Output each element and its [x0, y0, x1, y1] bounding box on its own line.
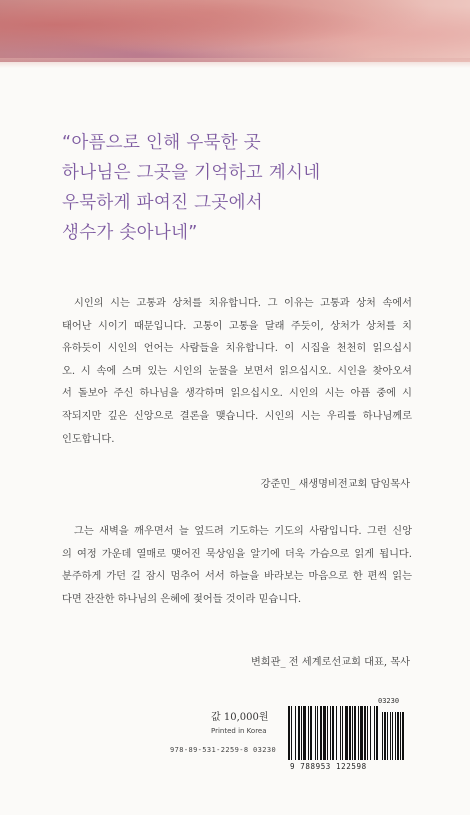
paragraph-line: 시인의 시는 고통과 상처를 치유합니다. 그 이유는 고통과 상처 속에서 [74, 298, 412, 309]
endorsement-signature-2: 변희관_ 전 세계로선교회 대표, 목사 [250, 657, 410, 668]
isbn-barcode [286, 702, 410, 768]
endorsement-paragraph-1 [62, 293, 412, 451]
quote-line: “아픔으로 인해 우묵한 곳 [62, 133, 262, 153]
paragraph-line: 작되지만 깊은 신앙으로 결론을 맺습니다. 시인의 시는 우리를 하나님께로 [62, 410, 412, 422]
pull-quote [62, 128, 422, 248]
paragraph-line: 의 여정 가운데 열매로 맺어진 묵상임을 알기에 더욱 가슴으로 읽게 됩니다. [62, 548, 412, 560]
printed-in-label: Printed in Korea [211, 727, 267, 735]
quote-line: 우묵하게 파여진 그곳에서 [62, 193, 263, 213]
paragraph-line: 그는 새벽을 깨우면서 늘 엎드려 기도하는 기도의 사람입니다. 그런 신앙 [74, 526, 412, 537]
paragraph-line: 다면 잔잔한 하나님의 은혜에 젖어들 것이라 믿습니다. [62, 593, 302, 605]
paragraph-line: 태어난 시이기 때문입니다. 고통이 고통을 달래 주듯이, 상처가 상처를 치 [62, 320, 412, 332]
watercolor-header-band [0, 0, 470, 62]
barcode-graphic [286, 702, 410, 764]
paragraph-line: 유하듯이 시인의 언어는 사람들을 치유합니다. 이 시집을 천천히 읽으십시 [62, 343, 412, 355]
paragraph-line: 인도합니다. [62, 433, 115, 445]
price-label: 값 10,000원 [211, 712, 269, 723]
quote-line: 하나님은 그곳을 기억하고 계시네 [62, 163, 321, 183]
isbn-label: 978-89-531-2259-8 03230 [170, 746, 277, 754]
endorsement-signature-1: 강준민_ 새생명비전교회 담임목사 [260, 479, 410, 490]
quote-line: 생수가 솟아나네” [62, 223, 198, 243]
paragraph-line: 오. 시 속에 스며 있는 시인의 눈물을 보면서 읽으십시오. 시인을 찾아오셔 [62, 365, 412, 377]
barcode-addon-code: 03230 [378, 697, 400, 705]
paragraph-line: 분주하게 가던 길 잠시 멈추어 서서 하늘을 바라보는 마음으로 한 편씩 읽는 [62, 571, 412, 583]
barcode-number: 9 788953 122598 [290, 762, 367, 771]
paragraph-line: 서 돌보아 주신 하나님을 생각하며 읽으십시오. 시인의 시는 아픔 중에 시 [62, 388, 412, 400]
endorsement-paragraph-2 [62, 521, 412, 611]
